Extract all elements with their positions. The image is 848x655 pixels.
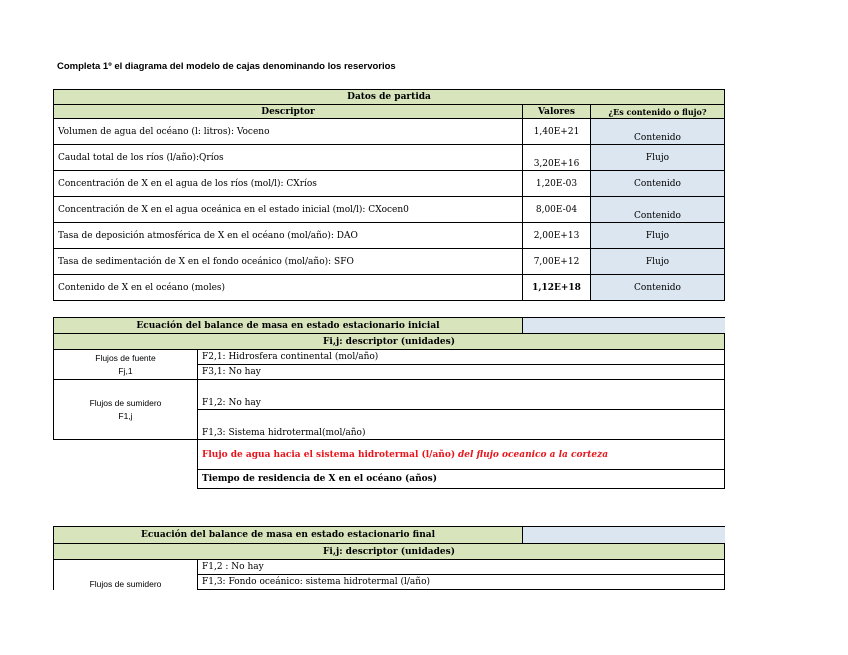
descriptor-cell[interactable]: Caudal total de los ríos (l/año):Qríos — [54, 145, 523, 171]
sumidero-label — [54, 380, 198, 440]
valor-cell[interactable]: 1,20E-03 — [523, 171, 591, 197]
table-row — [54, 197, 725, 223]
empty-cell — [54, 440, 198, 470]
f31-cell[interactable]: F3,1: No hay — [198, 365, 725, 380]
final-subheader: Fi,j: descriptor (unidades) — [54, 544, 725, 560]
valor-cell[interactable]: 1,40E+21 — [523, 119, 591, 145]
red-flow-italic: del flujo oceanico a la corteza — [457, 449, 609, 460]
table-row — [54, 223, 725, 249]
inicial-table — [53, 317, 725, 489]
empty-cell — [54, 470, 198, 489]
final-answer-cell[interactable] — [523, 527, 725, 544]
tipo-cell[interactable]: Flujo — [591, 223, 725, 249]
descriptor-cell[interactable]: Tasa de sedimentación de X en el fondo oceánico (mol/año): SFO — [54, 249, 523, 275]
instruction-text: Completa 1º el diagrama del modelo de cajas denominando los reservorios — [57, 61, 396, 72]
descriptor-cell[interactable]: Contenido de X en el océano (moles) — [54, 275, 523, 301]
valor-cell[interactable]: 8,00E-04 — [523, 197, 591, 223]
sumidero-label-line1: Flujos de sumidero — [89, 397, 162, 408]
final-sumidero-label: Flujos de sumidero — [54, 560, 198, 590]
tipo-cell[interactable]: Contenido — [591, 197, 725, 223]
valor-cell[interactable]: 3,20E+16 — [523, 145, 591, 171]
tipo-cell[interactable]: Contenido — [591, 171, 725, 197]
residencia-cell[interactable]: Tiempo de residencia de X en el océano (años) — [198, 470, 725, 489]
table-row — [54, 145, 725, 171]
valor-cell[interactable]: 2,00E+13 — [523, 223, 591, 249]
sumidero-label-line2: F1,j — [118, 410, 133, 421]
table-row — [54, 119, 725, 145]
header-descriptor: Descriptor — [54, 105, 523, 119]
header-tipo: ¿Es contenido o flujo? — [591, 105, 725, 119]
final-f13-cell[interactable]: F1,3: Fondo oceánico: sistema hidrotermal (l/año) — [198, 575, 725, 590]
inicial-answer-cell[interactable] — [523, 318, 725, 334]
fuente-label — [54, 350, 198, 380]
descriptor-cell[interactable]: Tasa de deposición atmosférica de X en el océano (mol/año): DAO — [54, 223, 523, 249]
red-flow-text: Flujo de agua hacia el sistema hidrotermal (l/año) — [202, 449, 456, 460]
final-f12-cell[interactable]: F1,2 : No hay — [198, 560, 725, 575]
valor-cell[interactable]: 7,00E+12 — [523, 249, 591, 275]
f12-cell[interactable]: F1,2: No hay — [198, 380, 725, 410]
tipo-cell[interactable]: Flujo — [591, 145, 725, 171]
inicial-title: Ecuación del balance de masa en estado estacionario inicial — [54, 318, 523, 334]
fuente-label-line2: Fj,1 — [118, 365, 133, 376]
table-row — [54, 275, 725, 301]
table-row — [54, 171, 725, 197]
datos-table — [53, 89, 725, 301]
tipo-cell[interactable]: Contenido — [591, 275, 725, 301]
inicial-subheader: Fi,j: descriptor (unidades) — [54, 334, 725, 350]
f13-cell[interactable]: F1,3: Sistema hidrotermal(mol/año) — [198, 410, 725, 440]
final-table — [53, 526, 725, 590]
final-title: Ecuación del balance de masa en estado estacionario final — [54, 527, 523, 544]
f21-cell[interactable]: F2,1: Hidrosfera continental (mol/año) — [198, 350, 725, 365]
header-valores: Valores — [523, 105, 591, 119]
fuente-label-line1: Flujos de fuente — [95, 352, 156, 363]
datos-title: Datos de partida — [54, 90, 725, 105]
descriptor-cell[interactable]: Concentración de X en el agua oceánica en el estado inicial (mol/l): CXocen0 — [54, 197, 523, 223]
valor-cell[interactable]: 1,12E+18 — [523, 275, 591, 301]
tipo-cell[interactable]: Flujo — [591, 249, 725, 275]
tipo-cell[interactable]: Contenido — [591, 119, 725, 145]
red-flow-cell[interactable] — [198, 440, 725, 470]
descriptor-cell[interactable]: Concentración de X en el agua de los ríos (mol/l): CXríos — [54, 171, 523, 197]
descriptor-cell[interactable]: Volumen de agua del océano (l: litros): Voceno — [54, 119, 523, 145]
table-row — [54, 249, 725, 275]
